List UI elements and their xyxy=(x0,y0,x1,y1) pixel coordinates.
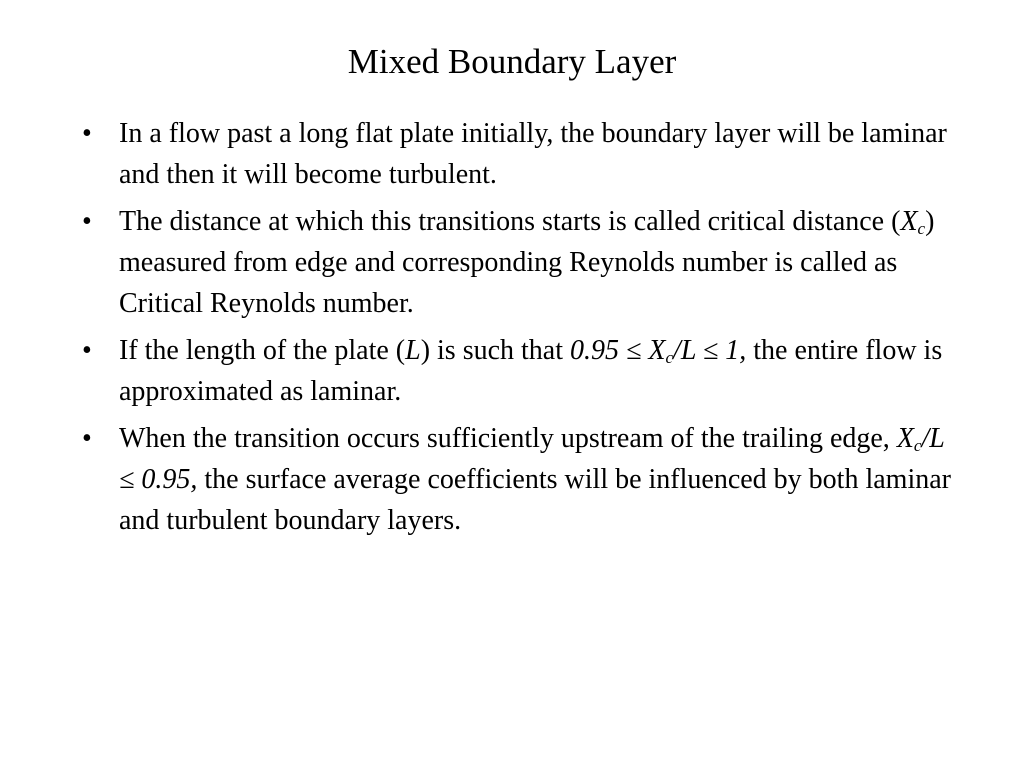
bullet-text-after: the surface average coefficients will be influenced by both laminar and turbulent boundary layers. xyxy=(119,464,951,536)
variable-x: X xyxy=(900,206,918,237)
bullet-text-before: When the transition occurs sufficiently upstream of the trailing edge, xyxy=(119,423,897,454)
expression-part-a: 0.95 ≤ X xyxy=(570,335,666,366)
expression-part-b: /L ≤ 0.95, xyxy=(119,423,945,495)
bullet-icon: • xyxy=(82,206,92,237)
subscript-c: c xyxy=(917,219,926,238)
bullet-item-mixed-condition xyxy=(76,418,956,541)
expression-part-b: /L ≤ 1, xyxy=(673,335,747,366)
bullet-item-critical-distance xyxy=(76,201,956,324)
bullet-text-after: ) measured from edge and corresponding Reynolds number is called as Critical Reynolds number. xyxy=(119,206,935,319)
bullet-item-laminar-turbulent xyxy=(76,113,956,195)
bullet-icon: • xyxy=(82,335,92,366)
bullet-item-laminar-condition xyxy=(76,330,956,412)
bullet-text-before: If the length of the plate ( xyxy=(119,335,406,366)
bullet-text-after: the entire flow is approximated as laminar. xyxy=(119,335,943,407)
bullet-text: In a flow past a long flat plate initially, the boundary layer will be laminar and then it will become turbulent. xyxy=(119,118,947,190)
variable-l: L xyxy=(405,335,421,366)
subscript-c: c xyxy=(665,348,674,367)
bullet-icon: • xyxy=(82,423,92,454)
bullet-text-mid: ) is such that xyxy=(420,335,571,366)
bullet-icon: • xyxy=(82,118,92,149)
bullet-text-before: The distance at which this transitions starts is called critical distance ( xyxy=(119,206,901,237)
subscript-c: c xyxy=(913,436,922,455)
slide-title: Mixed Boundary Layer xyxy=(347,42,677,81)
bullet-list xyxy=(76,113,956,547)
expression-part-a: X xyxy=(896,423,914,454)
